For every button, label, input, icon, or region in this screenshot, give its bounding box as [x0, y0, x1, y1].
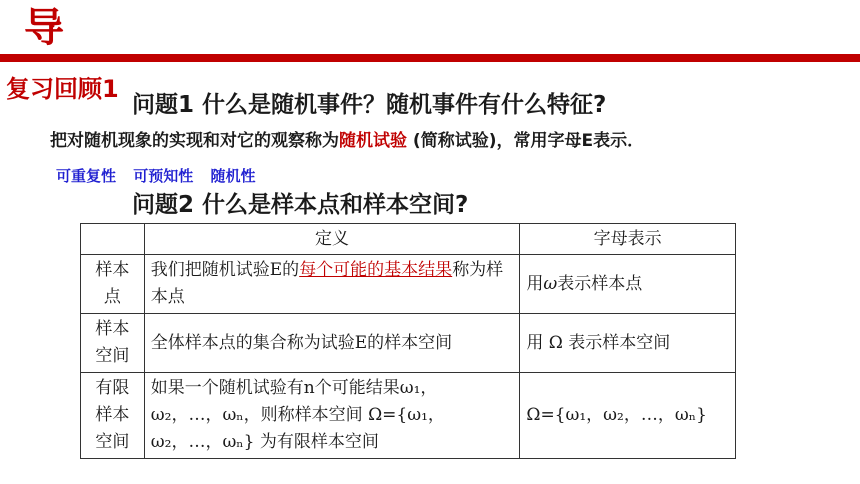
table-row	[81, 255, 736, 314]
traits-list	[56, 164, 268, 188]
def-line-3: ω₂，…，ωₙ} 为有限样本空间	[150, 432, 379, 452]
trait-repeatable: 可重复性	[56, 167, 117, 185]
question-1: 问题1 什么是随机事件？随机事件有什么特征?	[132, 92, 607, 118]
notation-text: 用	[526, 273, 544, 294]
term-sample-space: 样本空间	[81, 314, 145, 373]
header-title-char: 导	[24, 5, 64, 51]
question-2: 问题2 什么是样本点和样本空间?	[132, 192, 469, 218]
definition-finite-sample-space	[144, 373, 520, 459]
definition-text-after: (简称试验)，常用字母E表示．	[407, 131, 645, 151]
definition-sample-point	[144, 255, 520, 314]
table-header-row	[81, 224, 736, 255]
trait-randomness: 随机性	[210, 167, 256, 185]
notation-sample-space: 用 Ω 表示样本空间	[520, 314, 736, 373]
omega-symbol: ω	[543, 273, 558, 294]
notation-finite-sample-space: Ω={ω₁，ω₂，…，ωₙ}	[520, 373, 736, 459]
definition-highlight: 随机试验	[339, 131, 407, 151]
trait-predictable: 可预知性	[133, 167, 194, 185]
header-notation: 字母表示	[520, 224, 736, 255]
notation-text-after: 表示样本点	[557, 273, 643, 294]
def-line-1: 如果一个随机试验有n个可能结果ω₁，	[150, 378, 438, 398]
definition-table	[80, 223, 736, 459]
def-line-2: ω₂，…，ωₙ，则称样本空间 Ω={ω₁，	[150, 405, 445, 425]
header-divider	[0, 54, 860, 62]
header-term	[81, 224, 145, 255]
definition-sample-space: 全体样本点的集合称为试验E的样本空间	[144, 314, 520, 373]
definition-text-before: 把对随机现象的实现和对它的观察称为	[50, 131, 339, 151]
def-text-after: 称为样本点	[150, 260, 504, 307]
section-label: 复习回顾1	[6, 75, 119, 103]
def-highlight: 每个可能的基本结果	[299, 260, 453, 280]
notation-sample-point	[520, 255, 736, 314]
term-finite-sample-space: 有限样本空间	[81, 373, 145, 459]
table-row	[81, 373, 736, 459]
random-experiment-definition	[50, 128, 644, 154]
term-sample-point: 样本点	[81, 255, 145, 314]
header-definition: 定义	[144, 224, 520, 255]
table-row	[81, 314, 736, 373]
def-text: 我们把随机试验E的	[150, 260, 300, 280]
